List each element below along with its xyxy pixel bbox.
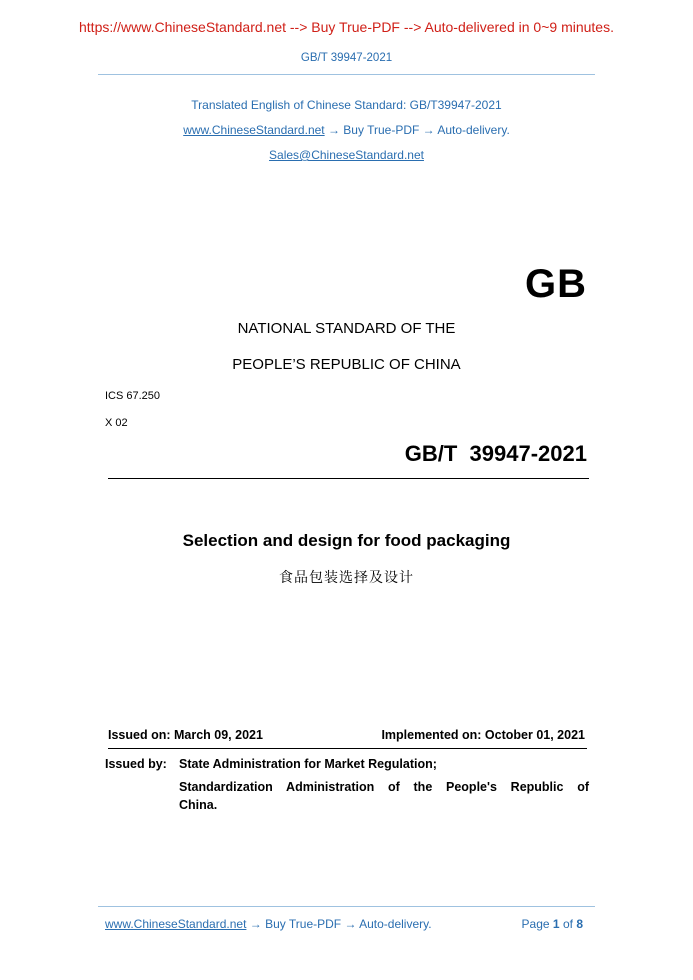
translation-buy-line — [0, 123, 693, 137]
header-rule — [98, 74, 595, 75]
implemented-on-date: Implemented on: October 01, 2021 — [381, 728, 585, 742]
issued-by-label: Issued by: — [105, 757, 167, 771]
site-link[interactable]: www.ChineseStandard.net — [183, 123, 325, 137]
issuer-3: China. — [179, 798, 218, 812]
title-chinese: 食品包装选择及设计 — [279, 570, 414, 586]
sales-email-link[interactable]: Sales@ChineseStandard.net — [269, 148, 424, 162]
issuer-2: Standardization Administration of the People's Republic of — [179, 780, 589, 794]
page-label: Page — [521, 917, 550, 931]
buy-text: → Buy True-PDF → Auto-delivery. — [324, 123, 510, 137]
standard-number: GB/T 39947-2021 — [404, 441, 587, 466]
footer-site-link[interactable]: www.ChineseStandard.net — [105, 917, 247, 931]
page-of: of — [562, 917, 573, 931]
page-total: 8 — [576, 917, 583, 931]
page-current: 1 — [552, 917, 560, 931]
top-banner[interactable]: https://www.ChineseStandard.net --> Buy True-PDF --> Auto-delivered in 0~9 minutes. — [79, 19, 614, 35]
header-doc-code: GB/T 39947-2021 — [300, 52, 393, 64]
title-english: Selection and design for food packaging — [182, 531, 511, 550]
title-rule — [108, 478, 589, 479]
ics-code: ICS 67.250 — [105, 390, 161, 402]
sales-line — [0, 148, 693, 162]
national-standard-line-2: PEOPLE’S REPUBLIC OF CHINA — [232, 356, 461, 373]
translation-note: Translated English of Chinese Standard: GB/T39947-2021 — [191, 98, 502, 112]
footer-buy-line — [105, 917, 432, 931]
page-number — [522, 917, 583, 931]
date-rule — [108, 748, 587, 749]
gb-logo: GB — [525, 262, 587, 306]
footer-rule — [98, 906, 595, 907]
issuer-1: State Administration for Market Regulation; — [179, 757, 437, 771]
ccs-code: X 02 — [105, 417, 128, 429]
footer-buy-text: → Buy True-PDF → Auto-delivery. — [246, 917, 432, 931]
national-standard-line-1: NATIONAL STANDARD OF THE — [237, 320, 456, 337]
issued-on-date: Issued on: March 09, 2021 — [108, 728, 263, 742]
